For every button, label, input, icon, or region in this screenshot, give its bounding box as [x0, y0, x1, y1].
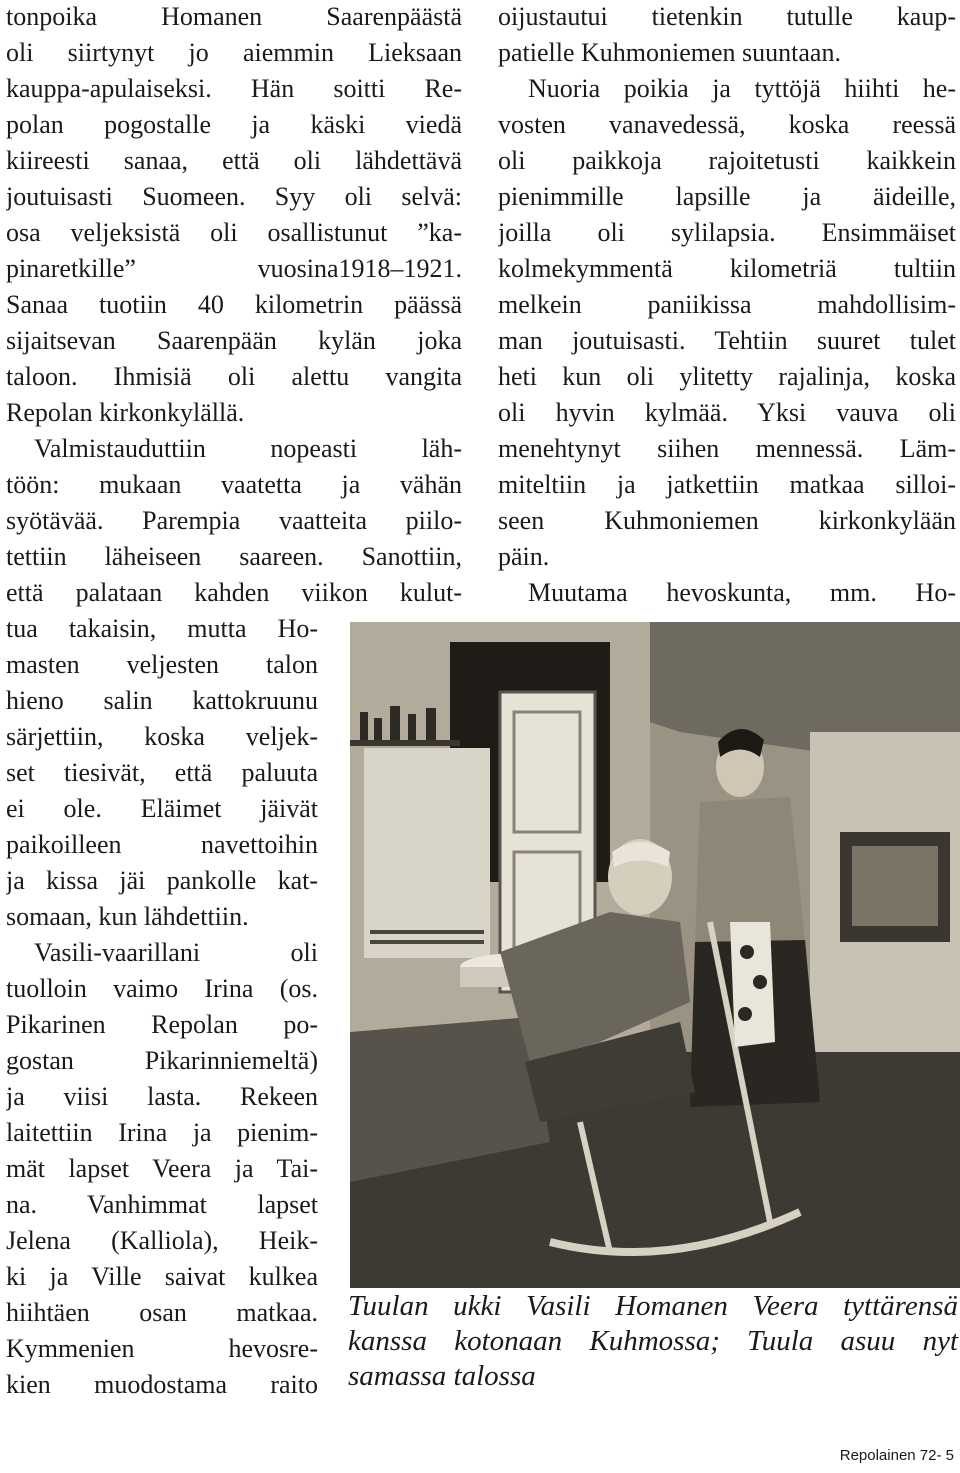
- text-line: hiihtäen osan matkaa.: [6, 1298, 318, 1327]
- photo-caption-line: kanssa kotonaan Kuhmossa; Tuula asuu nyt: [348, 1325, 958, 1357]
- text-line: na. Vanhimmat lapset: [6, 1190, 318, 1219]
- text-line: Muutama hevoskunta, mm. Ho-: [528, 578, 956, 607]
- text-line: Jelena (Kalliola), Heik-: [6, 1226, 318, 1255]
- text-line: tettiin läheiseen saareen. Sanottiin,: [6, 542, 462, 571]
- text-line: Pikarinen Repolan po-: [6, 1010, 318, 1039]
- text-line: man joutuisasti. Tehtiin suuret tulet: [498, 326, 956, 355]
- text-line: tonpoika Homanen Saarenpäästä: [6, 2, 462, 31]
- text-line: oli siirtynyt jo aiemmin Lieksaan: [6, 38, 462, 67]
- text-line: heti kun oli ylitetty rajalinja, koska: [498, 362, 956, 391]
- text-line: sijaitsevan Saarenpään kylän joka: [6, 326, 462, 355]
- text-line: töön: mukaan vaatetta ja vähän: [6, 470, 462, 499]
- interior-photograph: [350, 622, 960, 1288]
- text-line: pinaretkille” vuosina1918–1921.: [6, 254, 462, 283]
- text-line: syötävää. Parempia vaatteita piilo-: [6, 506, 462, 535]
- text-line: menehtynyt siihen mennessä. Läm-: [498, 434, 956, 463]
- text-line: päin.: [498, 542, 550, 571]
- text-line: kien muodostama raito: [6, 1370, 318, 1399]
- page-footer: Repolainen 72- 5: [839, 1447, 954, 1464]
- text-line: osa veljeksistä oli osallistunut ”ka-: [6, 218, 462, 247]
- text-line: ei ole. Eläimet jäivät: [6, 794, 318, 823]
- text-line: somaan, kun lähdettiin.: [6, 902, 249, 931]
- text-line: laitettiin Irina ja pienim-: [6, 1118, 318, 1147]
- text-line: miteltiin ja jatkettiin matkaa silloi-: [498, 470, 956, 499]
- text-line: ki ja Ville saivat kulkea: [6, 1262, 318, 1291]
- text-line: Repolan kirkonkylällä.: [6, 398, 245, 427]
- text-line: Sanaa tuotiin 40 kilometrin päässä: [6, 290, 462, 319]
- text-line: gostan Pikarinniemeltä): [6, 1046, 318, 1075]
- text-line: mät lapset Veera ja Tai-: [6, 1154, 318, 1183]
- text-line: Valmistauduttiin nopeasti läh-: [34, 434, 462, 463]
- text-line: patielle Kuhmoniemen suuntaan.: [498, 38, 841, 67]
- photo-caption-line: samassa talossa: [348, 1360, 536, 1392]
- text-line: tua takaisin, mutta Ho-: [6, 614, 318, 643]
- text-line: kolmekymmentä kilometriä tultiin: [498, 254, 956, 283]
- text-line: Vasili-vaarillani oli: [34, 938, 318, 967]
- text-line: set tiesivät, että paluuta: [6, 758, 318, 787]
- text-line: polan pogostalle ja käski viedä: [6, 110, 462, 139]
- text-line: ja viisi lasta. Rekeen: [6, 1082, 318, 1111]
- text-line: särjettiin, koska veljek-: [6, 722, 318, 751]
- text-line: paikoilleen navettoihin: [6, 830, 318, 859]
- text-line: vosten vanavedessä, koska reessä: [498, 110, 956, 139]
- text-line: kauppa-apulaiseksi. Hän soitti Re-: [6, 74, 462, 103]
- text-line: taloon. Ihmisiä oli alettu vangita: [6, 362, 462, 391]
- text-line: tuolloin vaimo Irina (os.: [6, 974, 318, 1003]
- photo-caption-line: Tuulan ukki Vasili Homanen Veera tyttärensä: [348, 1290, 958, 1322]
- text-line: Nuoria poikia ja tyttöjä hiihti he-: [528, 74, 956, 103]
- text-line: joilla oli sylilapsia. Ensimmäiset: [498, 218, 956, 247]
- text-line: masten veljesten talon: [6, 650, 318, 679]
- text-line: oli hyvin kylmää. Yksi vauva oli: [498, 398, 956, 427]
- text-line: Kymmenien hevosre-: [6, 1334, 318, 1363]
- text-line: ja kissa jäi pankolle kat-: [6, 866, 318, 895]
- text-line: pienimmille lapsille ja äideille,: [498, 182, 956, 211]
- text-line: joutuisasti Suomeen. Syy oli selvä:: [6, 182, 462, 211]
- text-line: oli paikkoja rajoitetusti kaikkein: [498, 146, 956, 175]
- text-line: seen Kuhmoniemen kirkonkylään: [498, 506, 956, 535]
- text-line: että palataan kahden viikon kulut-: [6, 578, 462, 607]
- text-line: kiireesti sanaa, että oli lähdettävä: [6, 146, 462, 175]
- text-line: melkein paniikissa mahdollisim-: [498, 290, 956, 319]
- text-line: oijustautui tietenkin tutulle kaup-: [498, 2, 956, 31]
- text-line: hieno salin kattokruunu: [6, 686, 318, 715]
